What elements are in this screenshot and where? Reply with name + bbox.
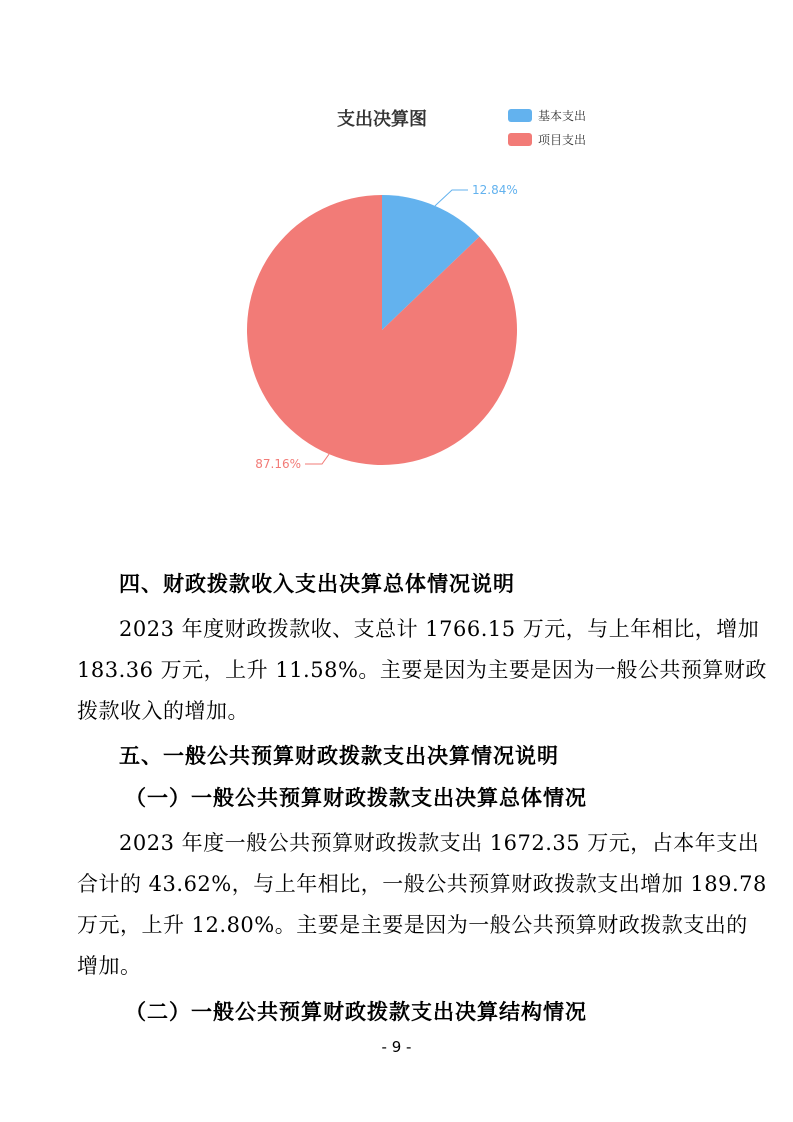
paragraph-line: 万元，上升 12.80%。主要是主要是因为一般公共预算财政拨款支出的 (77, 913, 748, 937)
slice-label-leader-project (305, 454, 329, 464)
page-number: - 9 - (381, 1038, 412, 1056)
pie-slices (247, 195, 517, 465)
paragraph-line: 拨款收入的增加。 (77, 699, 249, 723)
section-5-1-heading: （一）一般公共预算财政拨款支出决算总体情况 (125, 786, 587, 810)
legend-label-project: 项目支出 (538, 133, 587, 147)
section-5-1-paragraph (77, 823, 767, 987)
section-4-heading: 四、财政拨款收入支出决算总体情况说明 (119, 572, 515, 596)
slice-label-basic: 12.84% (472, 183, 518, 197)
paragraph-line: 2023 年度财政拨款收、支总计 1766.15 万元，与上年相比，增加 (119, 617, 760, 641)
slice-label-project: 87.16% (255, 457, 301, 471)
legend-swatch-project (508, 133, 532, 146)
legend-label-basic: 基本支出 (538, 109, 587, 123)
paragraph-line: 2023 年度一般公共预算财政拨款支出 1672.35 万元，占本年支出 (119, 831, 760, 855)
section-5-heading: 五、一般公共预算财政拨款支出决算情况说明 (119, 744, 559, 768)
slice-label-leader-basic (435, 190, 468, 206)
expenditure-pie-chart (0, 0, 793, 520)
paragraph-line: 合计的 43.62%，与上年相比，一般公共预算财政拨款支出增加 189.78 (77, 872, 767, 896)
paragraph-line: 增加。 (77, 954, 142, 978)
chart-title: 支出决算图 (337, 109, 427, 130)
legend-swatch-basic (508, 109, 532, 122)
paragraph-line: 183.36 万元，上升 11.58%。主要是因为主要是因为一般公共预算财政 (77, 658, 767, 682)
section-4-paragraph (77, 609, 767, 732)
section-5-2-heading: （二）一般公共预算财政拨款支出决算结构情况 (125, 1000, 587, 1024)
chart-legend (508, 108, 586, 147)
